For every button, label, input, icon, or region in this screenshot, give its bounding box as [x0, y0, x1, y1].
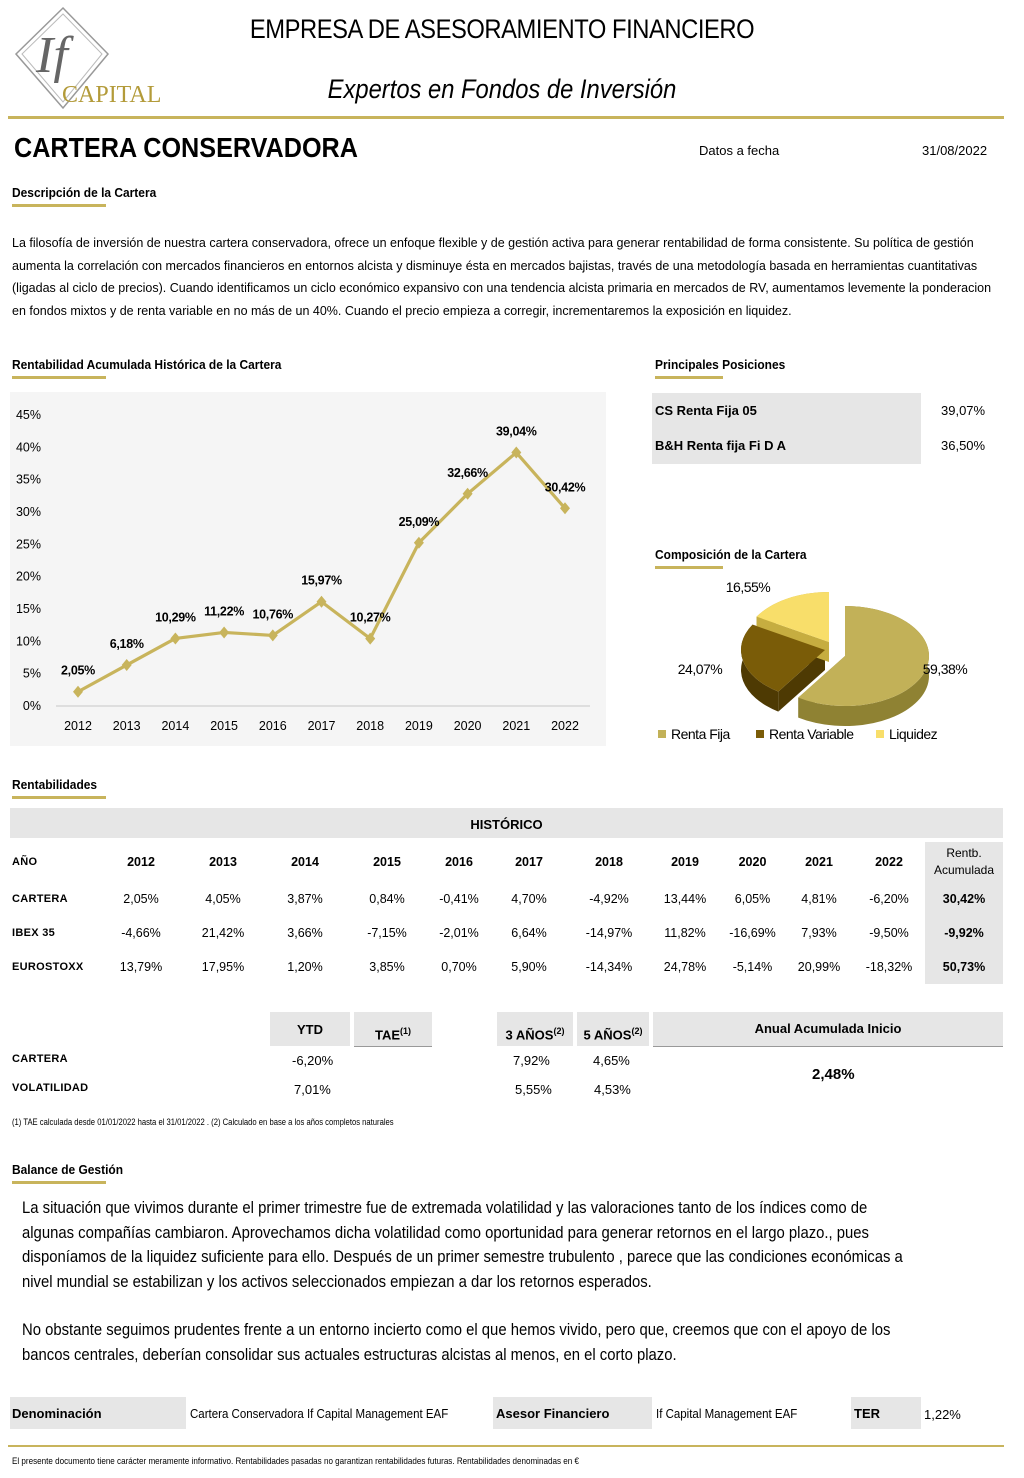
data-label: 32,66%	[447, 465, 488, 480]
table-cell: 2,05%	[123, 892, 159, 906]
pie-chart-svg	[650, 570, 1000, 760]
x-tick-label: 2019	[404, 719, 433, 733]
table-cell: 6,64%	[511, 926, 547, 940]
cum-cell: -9,92%	[925, 916, 1003, 950]
logo-mark: If	[36, 27, 68, 84]
year-column-header: 2019	[671, 855, 699, 869]
table-cell: -4,92%	[589, 892, 629, 906]
y-tick-label: 40%	[15, 440, 41, 455]
line-chart-title: Rentabilidad Acumulada Histórica de la Cartera	[12, 357, 282, 372]
y5-header	[577, 1012, 649, 1046]
cum-cell: 50,73%	[925, 950, 1003, 984]
y-tick-label: 20%	[15, 569, 41, 584]
legend-swatch	[658, 730, 666, 738]
table-cell: 3,85%	[369, 960, 405, 974]
balance-text	[22, 1196, 904, 1367]
series-line	[78, 453, 565, 692]
data-label: 11,22%	[204, 604, 245, 619]
logo-brand: CAPITAL	[62, 82, 162, 108]
pie-data-label: 59,38%	[922, 661, 968, 677]
tae-header	[354, 1012, 432, 1047]
year-column-header: 2018	[595, 855, 623, 869]
pie-data-label: 16,55%	[725, 579, 771, 595]
pie-chart-underline	[655, 566, 723, 569]
line-chart	[10, 392, 606, 746]
description-underline	[12, 204, 106, 207]
table-cell: 20,99%	[797, 960, 841, 974]
summary-ytd-value: 7,01%	[294, 1082, 331, 1097]
x-tick-label: 2018	[356, 719, 385, 733]
y-tick-label: 0%	[22, 699, 41, 713]
x-tick-label: 2012	[64, 719, 92, 733]
description-text: La filosofía de inversión de nuestra cartera conservadora, ofrece un enfoque flexible y de gestión activa para generar rentabilidad de forma consistente. Su política de gestión aumenta la correlación con mercados financieros en entornos alcista y disminuye ésta en mercados bajistas, través de una metodología basada en herramientas cuantitativas (ligadas al ciclo de precios). Cuando identificamos un ciclo económico expansivo con una tendencia alcista primaria en mercados de RV, aumentamos levemente la ponderacion en fondos mixtos y de renta variable en no más de un 40%. Cuando el precio empieza a corregir, incrementaremos la exposición en liquidez.	[12, 236, 992, 318]
denom-value: Cartera Conservadora If Capital Management EAF	[190, 1407, 449, 1421]
table-row	[10, 882, 1003, 916]
table-cell: 17,95%	[201, 960, 245, 974]
y3-sup: (2)	[553, 1026, 565, 1036]
portfolio-name: CARTERA CONSERVADORA	[14, 132, 358, 163]
table-cell: 7,93%	[801, 926, 837, 940]
pie-chart-title: Composición de la Cartera	[655, 547, 807, 562]
returns-table	[10, 842, 1003, 984]
row-label: IBEX 35	[12, 927, 56, 939]
line-chart-svg	[10, 392, 606, 746]
table-cell: -18,32%	[865, 960, 913, 974]
year-column-header: 2015	[373, 855, 401, 869]
year-column-header: 2020	[738, 855, 767, 869]
table-cell: 3,87%	[287, 892, 323, 906]
data-label: 10,27%	[349, 610, 391, 625]
y-tick-label: 45%	[15, 408, 41, 422]
position-value: 36,50%	[941, 438, 986, 453]
table-row	[10, 916, 1003, 950]
date-value: 31/08/2022	[922, 143, 988, 158]
y3-label: 3 AÑOS	[505, 1027, 554, 1043]
cum-header: Rentb. Acumulada	[925, 842, 1003, 882]
summary-y3-value: 5,55%	[515, 1082, 552, 1097]
x-tick-label: 2014	[161, 719, 190, 733]
ter-label: TER	[854, 1406, 880, 1421]
x-tick-label: 2021	[502, 719, 531, 733]
data-label: 2,05%	[61, 663, 95, 678]
data-label: 6,18%	[109, 637, 144, 652]
positions-title: Principales Posiciones	[655, 357, 786, 372]
position-item	[655, 403, 985, 418]
table-cell: 3,66%	[287, 926, 323, 940]
data-label: 30,42%	[544, 480, 586, 495]
year-column-header: 2014	[291, 855, 319, 869]
data-label: 15,97%	[301, 573, 342, 588]
row-label: EUROSTOXX	[12, 961, 84, 973]
table-cell: -6,20%	[869, 892, 909, 906]
year-column-header: 2016	[445, 855, 473, 869]
balance-paragraph: No obstante seguimos prudentes frente a un entorno incierto como el que hemos vivido, pero que, creemos que con el apoyo de los bancos centrales, deberían consolidar sus actuales estructuras alcistas al menos, en el corto plazo.	[22, 1321, 891, 1364]
tae-sup: (1)	[400, 1026, 412, 1036]
data-label: 10,76%	[252, 607, 294, 622]
legend-label: Renta Variable	[769, 726, 854, 742]
position-name: CS Renta Fija 05	[655, 403, 757, 418]
legend-swatch	[756, 730, 764, 738]
table-cell: -16,69%	[729, 926, 776, 940]
x-tick-label: 2013	[112, 719, 141, 733]
table-cell: 4,81%	[801, 892, 837, 906]
table-cell: 11,82%	[664, 926, 706, 940]
summary-y3-value: 7,92%	[513, 1053, 550, 1068]
table-cell: -0,41%	[439, 892, 479, 906]
balance-paragraph: La situación que vivimos durante el primer trimestre fue de extremada volatilidad y las valoraciones tanto de los índices como de algunas compañías cambiaron. Aprovechamos dicha volatilidad como oportunidad para generar retornos en el largo plazo., pues disponíamos de la liquidez suficiente para ello. Después de un primer semestre trubulento , parece que las condiciones económicas a nivel mundial se estabilizan y los activos seleccionados empiezan a dar los retornos esperados.	[22, 1199, 903, 1291]
data-point	[73, 686, 83, 698]
line-chart-underline	[12, 376, 106, 379]
tae-label: TAE	[374, 1027, 401, 1043]
legend-label: Liquidez	[889, 726, 938, 742]
year-column-header: 2017	[515, 855, 543, 869]
asesor-label: Asesor Financiero	[496, 1406, 610, 1421]
balance-underline	[12, 1181, 106, 1184]
positions-underline	[655, 376, 723, 379]
returns-underline	[12, 796, 106, 799]
table-cell: 4,70%	[511, 892, 547, 906]
position-value: 39,07%	[941, 403, 986, 418]
header-subtitle: Expertos en Fondos de Inversión	[327, 74, 677, 104]
table-cell: -14,97%	[585, 926, 633, 940]
table-cell: 4,05%	[205, 892, 241, 906]
y-tick-label: 35%	[15, 472, 41, 487]
anual-value: 2,48%	[812, 1066, 855, 1083]
row-label: CARTERA	[12, 893, 68, 905]
header-title: EMPRESA DE ASESORAMIENTO FINANCIERO	[249, 14, 755, 44]
summary-row-label: VOLATILIDAD	[12, 1082, 89, 1094]
table-cell: 5,90%	[511, 960, 547, 974]
balance-title: Balance de Gestión	[12, 1162, 124, 1177]
historico-band	[10, 808, 1003, 838]
year-column-header: 2021	[805, 855, 833, 869]
data-point	[170, 632, 180, 644]
table-cell: 13,44%	[663, 892, 707, 906]
year-column-header: 2022	[875, 855, 903, 869]
table-cell: 1,20%	[287, 960, 323, 974]
x-tick-label: 2020	[453, 719, 482, 733]
anual-header	[653, 1012, 1003, 1047]
pie-data-label: 24,07%	[677, 661, 723, 677]
year-column-header: 2013	[209, 855, 237, 869]
data-label: 10,29%	[155, 610, 196, 625]
table-cell: -9,50%	[869, 926, 909, 940]
anual-label: Anual Acumulada Inicio	[754, 1021, 902, 1036]
table-cell: 0,84%	[369, 892, 405, 906]
summary-ytd-value: -6,20%	[292, 1053, 334, 1068]
y-tick-label: 15%	[15, 602, 41, 616]
denom-label: Denominación	[12, 1406, 102, 1421]
table-cell: -14,34%	[585, 960, 633, 974]
table-cell: -5,14%	[732, 960, 773, 974]
ytd-header	[270, 1012, 350, 1046]
ter-value: 1,22%	[924, 1407, 961, 1422]
data-point	[122, 659, 132, 671]
table-cell: -7,15%	[367, 926, 407, 940]
summary-y5-value: 4,53%	[594, 1082, 631, 1097]
date-label: Datos a fecha	[699, 143, 780, 158]
y-tick-label: 10%	[15, 634, 41, 649]
x-tick-label: 2016	[258, 719, 287, 733]
table-cell: 24,78%	[663, 960, 707, 974]
y5-label: 5 AÑOS	[583, 1027, 632, 1043]
table-cell: -2,01%	[439, 926, 479, 940]
y5-sup: (2)	[631, 1026, 643, 1036]
asesor-value: If Capital Management EAF	[656, 1407, 798, 1421]
x-tick-label: 2015	[210, 719, 239, 733]
legend-label: Renta Fija	[671, 726, 730, 742]
year-column-header: 2012	[127, 855, 155, 869]
header-divider	[8, 116, 1004, 119]
cum-cell: 30,42%	[925, 882, 1003, 916]
disclaimer: El presente documento tiene carácter meramente informativo. Rentabilidades pasadas no garantizan rentabilidades futuras. Rentabilidades denominadas en €	[12, 1456, 579, 1467]
summary-row-label: CARTERA	[12, 1053, 68, 1065]
position-name: B&H Renta fija Fi D A	[655, 438, 786, 453]
ytd-label: YTD	[297, 1022, 323, 1037]
table-cell: -4,66%	[121, 926, 161, 940]
data-point	[219, 626, 229, 638]
table-cell: 21,42%	[201, 926, 245, 940]
table-row	[10, 950, 1003, 984]
y-tick-label: 30%	[15, 505, 41, 519]
position-item	[655, 438, 985, 453]
x-tick-label: 2022	[551, 719, 579, 733]
table-cell: 13,79%	[119, 960, 163, 974]
y3-header	[497, 1012, 573, 1046]
y-tick-label: 5%	[22, 666, 41, 681]
year-header: AÑO	[12, 856, 38, 868]
data-label: 25,09%	[398, 514, 440, 529]
table-cell: 0,70%	[441, 960, 477, 974]
y-tick-label: 25%	[15, 537, 41, 552]
x-tick-label: 2017	[307, 719, 336, 733]
legend-swatch	[876, 730, 884, 738]
returns-title: Rentabilidades	[12, 777, 98, 792]
summary-note: (1) TAE calculada desde 01/01/2022 hasta el 31/01/2022 . (2) Calculado en base a los años completos naturales	[12, 1117, 394, 1127]
description-title: Descripción de la Cartera	[12, 185, 157, 200]
summary-y5-value: 4,65%	[593, 1053, 630, 1068]
historico-label: HISTÓRICO	[470, 817, 543, 832]
data-label: 39,04%	[495, 424, 537, 439]
table-cell: 6,05%	[734, 892, 771, 906]
footer-divider	[8, 1445, 1004, 1447]
